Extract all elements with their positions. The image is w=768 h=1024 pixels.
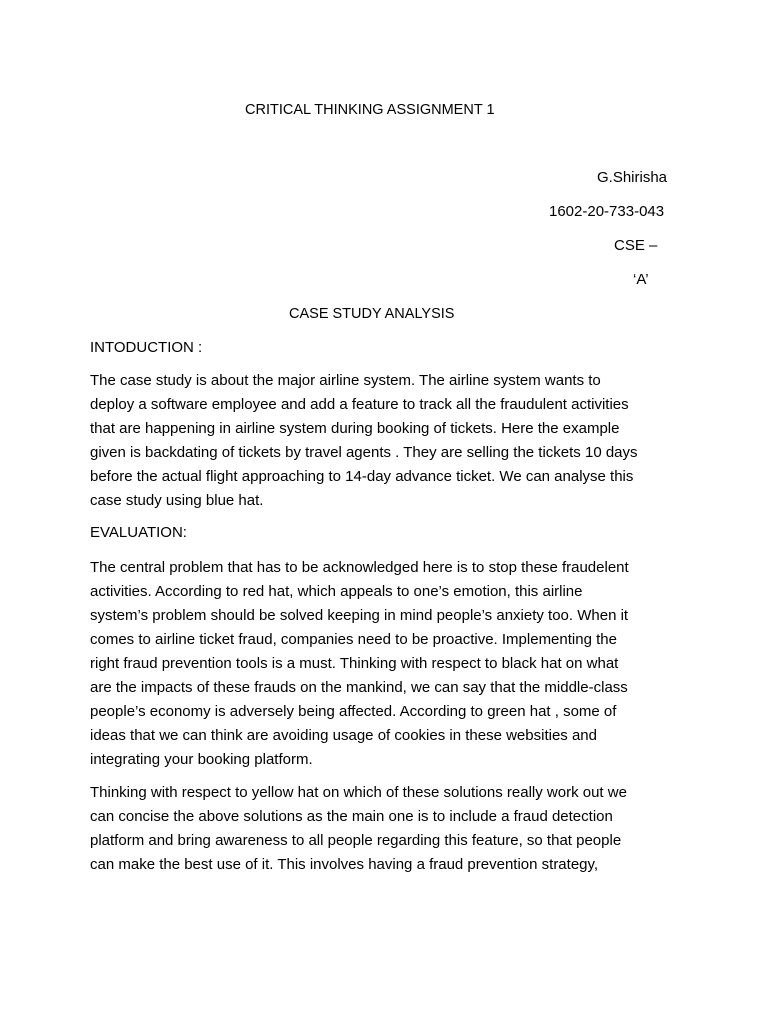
paragraph-line: system’s problem should be solved keeping in mind people’s anxiety too. When it [90,607,629,624]
paragraph-line: right fraud prevention tools is a must. Thinking with respect to black hat on what [90,655,619,672]
evaluation-paragraph-2 [90,781,690,877]
paragraph-line: case study using blue hat. [90,492,264,509]
evaluation-heading: EVALUATION: [90,524,187,541]
paragraph-line: given is backdating of tickets by travel agents . They are selling the tickets 10 days [90,444,638,461]
paragraph-line: ideas that we can think are avoiding usage of cookies in these websities and [90,727,597,744]
paragraph-line: can make the best use of it. This involves having a fraud prevention strategy, [90,856,599,873]
paragraph-line: Thinking with respect to yellow hat on which of these solutions really work out we [90,784,627,801]
paragraph-line: are the impacts of these frauds on the mankind, we can say that the middle-class [90,679,628,696]
paragraph-line: activities. According to red hat, which appeals to one’s emotion, this airline [90,583,583,600]
evaluation-paragraph-1 [90,556,690,772]
document-title: CRITICAL THINKING ASSIGNMENT 1 [245,102,495,118]
paragraph-line: The case study is about the major airline system. The airline system wants to [90,372,601,389]
paragraph-line: The central problem that has to be acknowledged here is to stop these fraudelent [90,559,629,576]
author-roll-number: 1602-20-733-043 [549,203,665,220]
document-subtitle: CASE STUDY ANALYSIS [289,306,455,322]
paragraph-line: deploy a software employee and add a feature to track all the fraudulent activities [90,396,629,413]
paragraph-line: that are happening in airline system during booking of tickets. Here the example [90,420,620,437]
paragraph-line: integrating your booking platform. [90,751,313,768]
paragraph-line: people’s economy is adversely being affected. According to green hat , some of [90,703,617,720]
paragraph-line: comes to airline ticket fraud, companies need to be proactive. Implementing the [90,631,617,648]
author-name: G.Shirisha [597,169,668,186]
author-branch: CSE – [614,237,658,254]
introduction-heading: INTODUCTION : [90,339,203,356]
paragraph-line: platform and bring awareness to all people regarding this feature, so that people [90,832,622,849]
author-section: ‘A’ [633,271,649,288]
paragraph-line: can concise the above solutions as the main one is to include a fraud detection [90,808,613,825]
paragraph-line: before the actual flight approaching to 14-day advance ticket. We can analyse this [90,468,634,485]
introduction-paragraph [90,369,690,513]
